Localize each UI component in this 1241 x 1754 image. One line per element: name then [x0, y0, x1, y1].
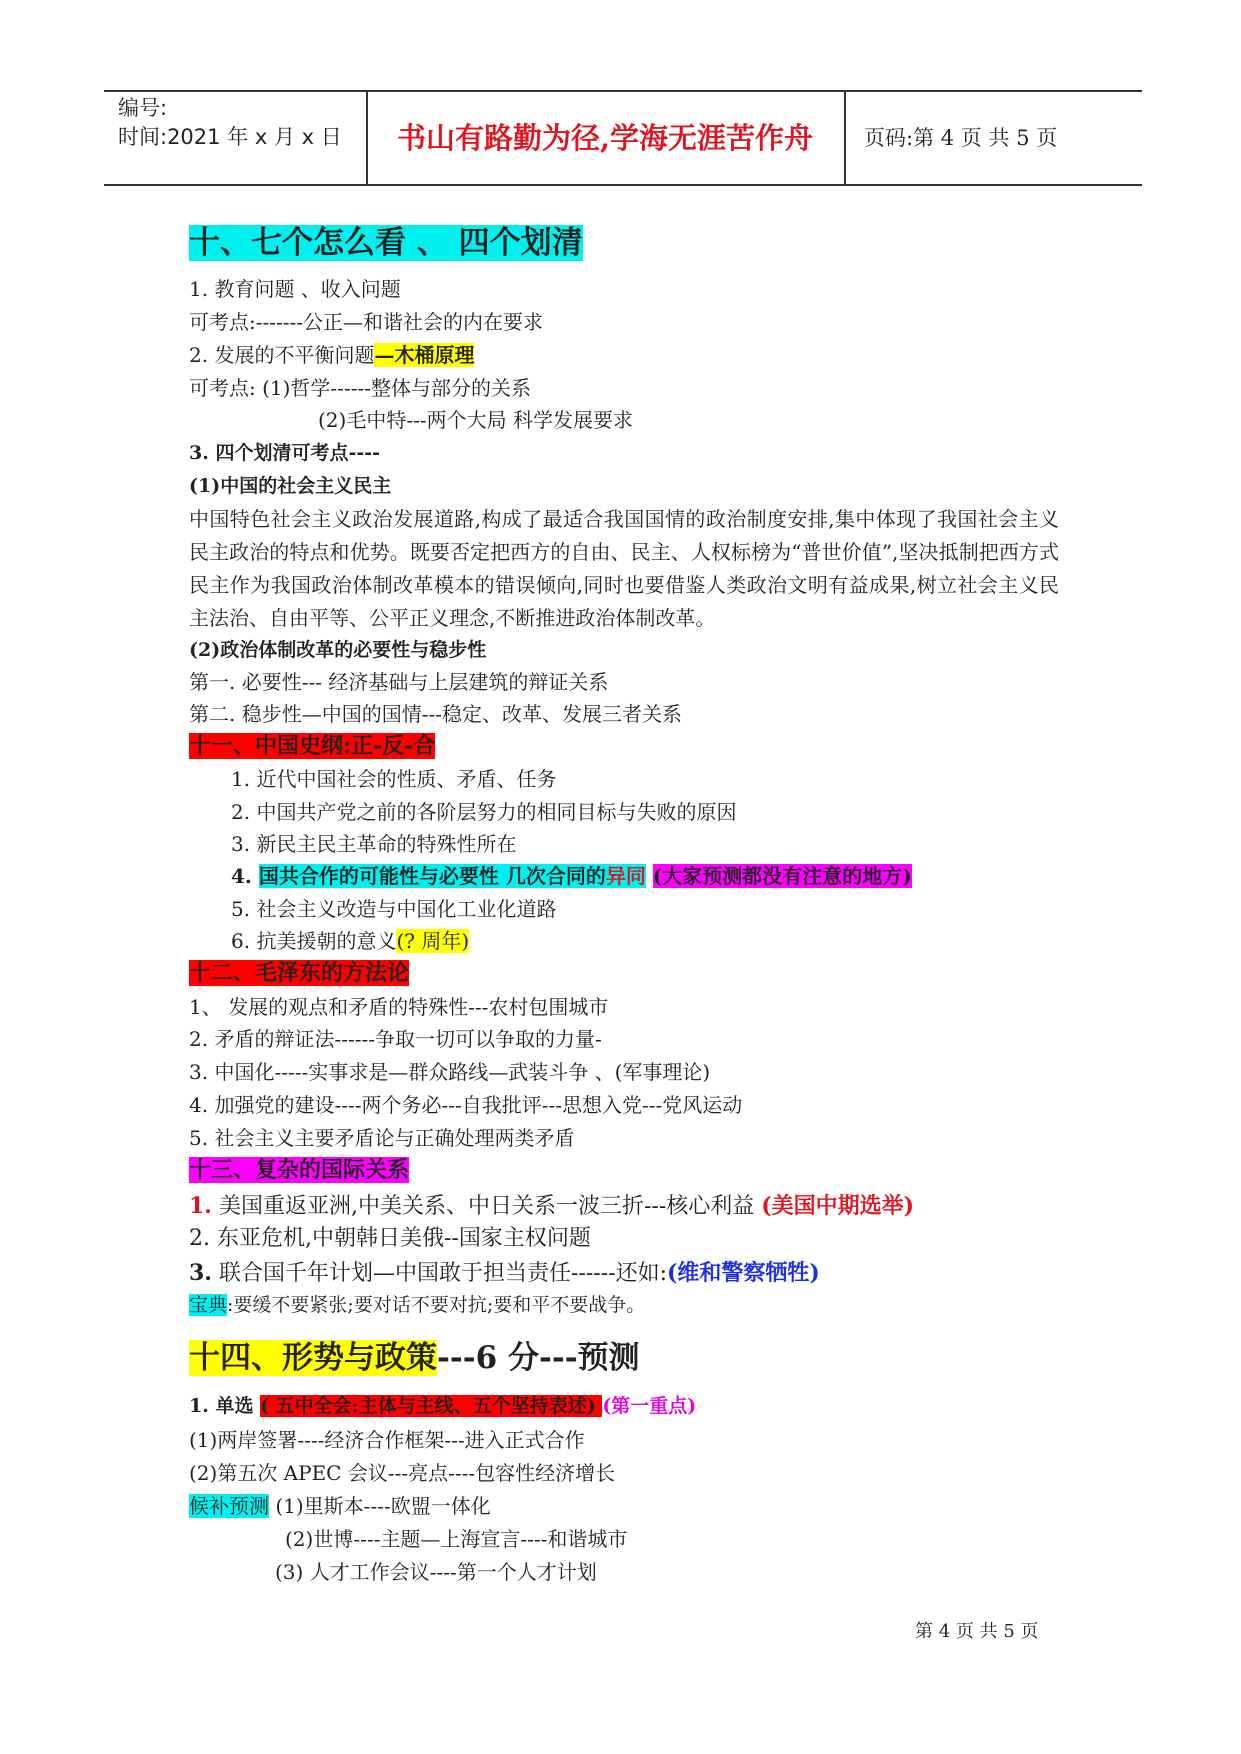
section-11-title: 十一、中国史纲:正-反-合 [189, 733, 436, 759]
s13-item-1: 1. 美国重返亚洲,中美关系、中日关系一波三折---核心利益 (美国中期选举) [189, 1193, 915, 1219]
s12-item-2: 2. 矛盾的辩证法------争取一切可以争取的力量- [189, 1027, 602, 1051]
s11-item-1: 1. 近代中国社会的性质、矛盾、任务 [231, 767, 557, 791]
s11-item-3: 3. 新民主民主革命的特殊性所在 [231, 832, 517, 856]
header-page-info [864, 122, 1057, 152]
section-13-title: 十三、复杂的国际关系 [189, 1157, 410, 1183]
s10-line-5: (2)毛中特---两个大局 科学发展要求 [318, 408, 633, 432]
s10-line-8: (2)政治体制改革的必要性与稳步性 [189, 639, 487, 661]
s10-line-10: 第二. 稳步性—中国的国情---稳定、改革、发展三者关系 [189, 702, 682, 726]
page-label: 页码:第 [864, 126, 935, 150]
time-label: 时间:2021 年 x 月 x 日 [118, 125, 342, 149]
s13-item-3: 3. 联合国千年计划—中国敢于担当责任------还如:(维和警察牺牲) [189, 1260, 820, 1286]
s14-line-6: (3) 人才工作会议----第一个人才计划 [275, 1560, 597, 1584]
section-12-title: 十二、毛泽东的方法论 [189, 960, 410, 986]
s10-line-3: 2. 发展的不平衡问题—木桶原理 [189, 343, 475, 367]
s12-item-1: 1、 发展的观点和矛盾的特殊性---农村包围城市 [189, 995, 609, 1019]
s11-item-6: 6. 抗美援朝的意义(? 周年) [231, 929, 470, 953]
s14-line-1: 1. 单选 ( 五中全会:主体与主线、五个坚持表述) (第一重点) [189, 1395, 697, 1417]
s10-line-9: 第一. 必要性--- 经济基础与上层建筑的辩证关系 [189, 670, 609, 694]
page-mid: 页 共 [960, 126, 1010, 150]
s11-item-5: 5. 社会主义改造与中国化工业化道路 [231, 897, 557, 921]
s13-item-2: 2. 东亚危机,中朝韩日美俄--国家主权问题 [189, 1226, 591, 1251]
section-14-title: 十四、形势与政策---6 分---预测 [189, 1340, 640, 1376]
s10-paragraph: 中国特色社会主义政治发展道路,构成了最适合我国国情的政治制度安排,集中体现了我国社会主义民主政治的特点和优势。既要否定把西方的自由、民主、人权标榜为“普世价值”,坚决抵制把西方式民主作为我国政治体制改革模本的错误倾向,同时也要借鉴人类政治文明有益成果,树立社会主义民主法治、自由平等、公平正义理念,不断推进政治体制改革。 [189, 507, 1059, 630]
page-header [104, 90, 1142, 186]
page-current: 4 [940, 126, 955, 150]
section-10-title: 十、七个怎么看 、 四个划清 [189, 225, 583, 261]
s14-line-3: (2)第五次 APEC 会议---亮点----包容性经济增长 [189, 1461, 616, 1485]
page-footer: 第 4 页 共 5 页 [915, 1621, 1039, 1642]
s10-line-6: 3. 四个划清可考点---- [189, 442, 380, 464]
s10-line-1: 1. 教育问题 、收入问题 [189, 277, 401, 301]
number-label: 编号: [118, 96, 168, 120]
s14-line-4: 候补预测 (1)里斯本----欧盟一体化 [189, 1494, 491, 1518]
header-motto: 书山有路勤为径,学海无涯苦作舟 [396, 121, 814, 155]
s11-item-4: 4. 国共合作的可能性与必要性 几次合同的异同 (大家预测都没有注意的地方) [231, 864, 912, 888]
s10-line-4: 可考点: (1)哲学------整体与部分的关系 [189, 376, 531, 400]
header-divider [844, 92, 846, 184]
page-end: 页 [1036, 126, 1058, 150]
s11-item-2: 2. 中国共产党之前的各阶层努力的相同目标与失败的原因 [231, 800, 737, 824]
s13-tip: 宝典:要缓不要紧张;要对话不要对抗;要和平不要战争。 [189, 1294, 646, 1316]
s14-line-2: (1)两岸签署----经济合作框架---进入正式合作 [189, 1428, 585, 1452]
header-left [118, 94, 342, 152]
s10-line-7: (1)中国的社会主义民主 [189, 475, 392, 497]
s12-item-5: 5. 社会主义主要矛盾论与正确处理两类矛盾 [189, 1126, 575, 1150]
s12-item-3: 3. 中国化-----实事求是—群众路线—武装斗争 、(军事理论) [189, 1060, 711, 1084]
page-total: 5 [1016, 126, 1030, 150]
s14-line-5: (2)世博----主题—上海宣言----和谐城市 [285, 1527, 628, 1551]
s12-item-4: 4. 加强党的建设----两个务必---自我批评---思想入党---党风运动 [189, 1093, 743, 1117]
s10-line-2: 可考点:-------公正—和谐社会的内在要求 [189, 310, 544, 334]
